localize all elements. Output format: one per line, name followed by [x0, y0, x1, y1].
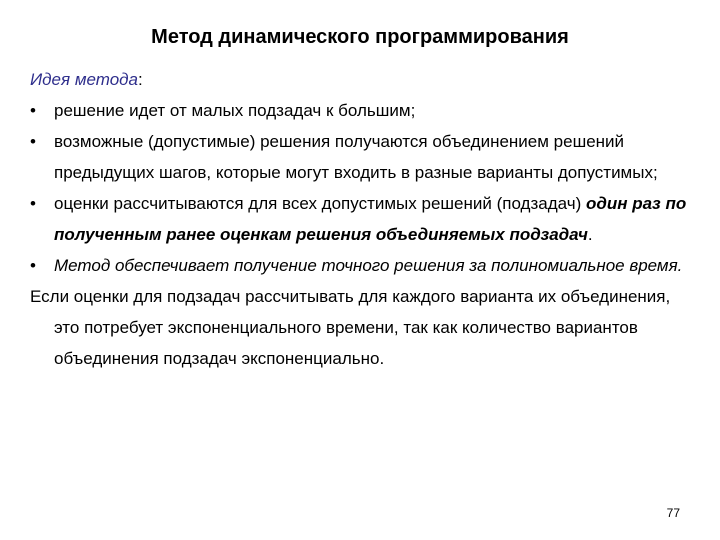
- conclusion-paragraph: Если оценки для подзадач рассчитывать для каждого варианта их объединения, это потребует экспоненциального времени, так как количество вариантов объединения подзадач экспоненциально.: [30, 287, 671, 368]
- slide-content: [30, 64, 700, 374]
- bullet-item-3: [30, 188, 700, 250]
- bullet-icon: •: [30, 256, 36, 275]
- bullet-text-1: решение идет от малых подзадач к большим;: [54, 101, 416, 120]
- bullet-text-3-tail: .: [587, 225, 593, 244]
- bullet-item-2: [30, 126, 700, 188]
- bullet-text-2: возможные (допустимые) решения получаются объединением решений предыдущих шагов, которые могут входить в разные варианты допустимых;: [54, 132, 658, 182]
- bullet-text-3: оценки рассчитываются для всех допустимых решений (подзадач): [54, 194, 586, 213]
- bullet-item-1: [30, 95, 700, 126]
- bullet-text-3-emphasis: один раз по полученным ранее оценкам решения объединяемых подзадач: [54, 194, 687, 244]
- bullet-icon: •: [30, 101, 36, 120]
- bullet-text-4: Метод обеспечивает получение точного решения за полиномиальное время.: [54, 256, 683, 275]
- bullet-icon: •: [30, 132, 36, 151]
- method-idea-colon: :: [138, 70, 143, 89]
- method-idea-heading: [30, 64, 700, 95]
- method-idea-label: Идея метода: [30, 70, 139, 89]
- bullet-icon: •: [30, 194, 36, 213]
- page-number: 77: [666, 506, 680, 520]
- slide-title: Метод динамического программирования: [151, 26, 569, 48]
- bullet-item-4: [30, 250, 700, 281]
